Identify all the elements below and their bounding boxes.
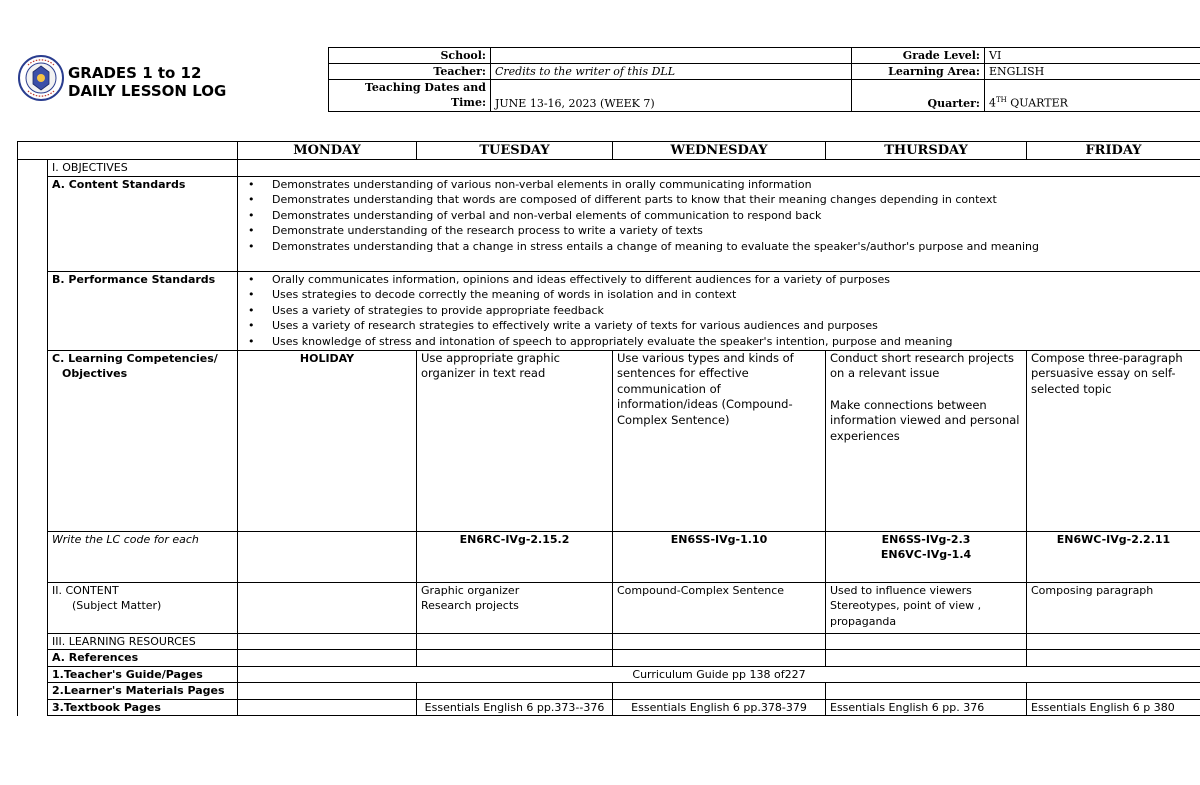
header-info-table: [328, 47, 1200, 112]
lc-code-thursday-1: EN6SS-IVg-2.3: [881, 532, 971, 546]
references-label: A. References: [48, 650, 238, 667]
content-standard-item: • Demonstrates understanding of various non-verbal elements in orally communicating information: [272, 177, 1196, 193]
teaching-dates-label-1: Teaching Dates and: [364, 81, 486, 94]
competencies-label-2: Objectives: [62, 367, 128, 380]
competency-thursday-1: Conduct short research projects on a relevant issue: [830, 350, 1014, 380]
content-row: [18, 582, 1200, 633]
content-standard-item: • Demonstrates understanding that a change in stress entails a change of meaning to evaluate the speaker's/author's purpose and meaning: [272, 239, 1196, 255]
competencies-label-1: C. Learning Competencies/: [52, 351, 218, 365]
learning-resources-row: [18, 633, 1200, 650]
content-standard-item: • Demonstrate understanding of the research process to write a variety of texts: [272, 223, 1196, 239]
blank-header-cell: [18, 142, 238, 160]
content-thursday: [826, 582, 1027, 633]
school-value: [491, 48, 852, 64]
competency-friday: Compose three-paragraph persuasive essay on self-selected topic: [1027, 350, 1200, 531]
competency-wednesday: Use various types and kinds of sentences for effective communication of information/ideas (Compound-Complex Sentence): [613, 350, 826, 531]
lc-code-thursday: [826, 531, 1027, 582]
teaching-dates-label: [329, 80, 491, 112]
quarter-label: Quarter:: [852, 80, 985, 112]
teaching-dates-value: JUNE 13-16, 2023 (WEEK 7): [491, 80, 852, 112]
quarter-suffix: TH: [996, 96, 1007, 105]
days-header-row: [18, 142, 1200, 160]
textbook-wednesday: Essentials English 6 pp.378-379: [613, 699, 826, 716]
resources-cell: [417, 633, 613, 650]
performance-standard-item: • Uses a variety of strategies to provide appropriate feedback: [272, 303, 1196, 319]
school-label: School:: [329, 48, 491, 64]
content-label: [48, 582, 238, 633]
grade-level-value: VI: [985, 48, 1200, 64]
performance-standard-item: • Uses a variety of research strategies to effectively write a variety of texts for various audiences and purposes: [272, 318, 1196, 334]
competencies-row: [18, 350, 1200, 531]
competency-monday: HOLIDAY: [238, 350, 417, 531]
content-standards-label: A. Content Standards: [48, 176, 238, 271]
grade-level-label: Grade Level:: [852, 48, 985, 64]
performance-standard-item: • Uses strategies to decode correctly the meaning of words in isolation and in context: [272, 287, 1196, 303]
title-line-1: GRADES 1 to 12: [68, 64, 202, 82]
performance-standards-label: B. Performance Standards: [48, 271, 238, 350]
competency-thursday-2: Make connections between information viewed and personal experiences: [830, 397, 1020, 443]
textbook-label: 3.Textbook Pages: [48, 699, 238, 716]
textbook-row: [18, 699, 1200, 716]
content-monday: [238, 582, 417, 633]
teacher-label: Teacher:: [329, 64, 491, 80]
day-thursday: THURSDAY: [826, 142, 1027, 160]
content-tuesday-1: Graphic organizer: [421, 583, 520, 597]
content-friday: Composing paragraph: [1027, 582, 1200, 633]
lc-code-wednesday: EN6SS-IVg-1.10: [613, 531, 826, 582]
content-standard-item: • Demonstrates understanding that words are composed of different parts to know that their meaning changes depending in context: [272, 192, 1196, 208]
lc-code-thursday-2: EN6VC-IVg-1.4: [880, 548, 972, 561]
competency-tuesday: Use appropriate graphic organizer in text read: [417, 350, 613, 531]
teachers-guide-label: 1.Teacher's Guide/Pages: [48, 666, 238, 683]
learners-materials-label: 2.Learner's Materials Pages: [48, 683, 238, 700]
textbook-friday: Essentials English 6 p 380: [1027, 699, 1200, 716]
quarter-text: QUARTER: [1006, 97, 1068, 110]
content-tuesday: [417, 582, 613, 633]
learning-area-label: Learning Area:: [852, 64, 985, 80]
references-cell: [826, 650, 1027, 667]
teachers-guide-value: Curriculum Guide pp 138 of227: [238, 666, 1200, 683]
competency-thursday: [826, 350, 1027, 531]
references-row: [18, 650, 1200, 667]
lc-code-label: Write the LC code for each: [48, 531, 238, 582]
lm-cell: [1027, 683, 1200, 700]
learning-area-value: ENGLISH: [985, 64, 1200, 80]
content-standards-list: [242, 177, 1196, 255]
learners-materials-row: [18, 683, 1200, 700]
quarter-number: 4: [989, 97, 996, 110]
objectives-row: [18, 160, 1200, 177]
references-cell: [613, 650, 826, 667]
lesson-log-table: [17, 141, 1200, 716]
performance-standards-cell: [238, 271, 1200, 350]
day-tuesday: TUESDAY: [417, 142, 613, 160]
quarter-value: [985, 80, 1200, 112]
textbook-monday: [238, 699, 417, 716]
content-thursday-3: propaganda: [830, 614, 897, 628]
lm-cell: [238, 683, 417, 700]
lc-code-monday: [238, 531, 417, 582]
resources-cell: [1027, 633, 1200, 650]
deped-seal-logo: [18, 55, 64, 101]
performance-standards-row: [18, 271, 1200, 350]
performance-standard-item: • Orally communicates information, opinions and ideas effectively to different audiences for a variety of purposes: [272, 272, 1196, 288]
objectives-blank: [238, 160, 1200, 177]
content-standards-cell: [238, 176, 1200, 271]
lm-cell: [826, 683, 1027, 700]
resources-cell: [613, 633, 826, 650]
teaching-dates-label-2: Time:: [450, 96, 486, 109]
content-thursday-1: Used to influence viewers: [830, 583, 972, 597]
left-margin-cell: [18, 160, 48, 716]
lc-code-row: [18, 531, 1200, 582]
references-cell: [238, 650, 417, 667]
content-tuesday-2: Research projects: [421, 599, 519, 612]
objectives-label: I. OBJECTIVES: [48, 160, 238, 177]
day-wednesday: WEDNESDAY: [613, 142, 826, 160]
title-line-2: DAILY LESSON LOG: [68, 82, 227, 100]
teacher-value: Credits to the writer of this DLL: [491, 64, 852, 80]
learning-resources-label: III. LEARNING RESOURCES: [48, 633, 238, 650]
lm-cell: [613, 683, 826, 700]
content-standard-item: • Demonstrates understanding of verbal and non-verbal elements of communication to respond back: [272, 208, 1196, 224]
textbook-thursday: Essentials English 6 pp. 376: [826, 699, 1027, 716]
document-title: [68, 64, 226, 100]
day-friday: FRIDAY: [1027, 142, 1200, 160]
content-wednesday: Compound-Complex Sentence: [613, 582, 826, 633]
resources-cell: [826, 633, 1027, 650]
lm-cell: [417, 683, 613, 700]
content-label-2: (Subject Matter): [72, 599, 162, 612]
references-cell: [1027, 650, 1200, 667]
day-monday: MONDAY: [238, 142, 417, 160]
resources-cell: [238, 633, 417, 650]
teachers-guide-row: [18, 666, 1200, 683]
lc-code-friday: EN6WC-IVg-2.2.11: [1027, 531, 1200, 582]
competencies-label: [48, 350, 238, 531]
content-thursday-2: Stereotypes, point of view ,: [830, 599, 982, 612]
performance-standards-list: [242, 272, 1196, 350]
textbook-tuesday: Essentials English 6 pp.373--376: [417, 699, 613, 716]
content-standards-row: [18, 176, 1200, 271]
performance-standard-item: • Uses knowledge of stress and intonation of speech to appropriately evaluate the speaker's intention, purpose and meaning: [272, 334, 1196, 350]
references-cell: [417, 650, 613, 667]
content-label-1: II. CONTENT: [52, 583, 119, 597]
lc-code-tuesday: EN6RC-IVg-2.15.2: [417, 531, 613, 582]
